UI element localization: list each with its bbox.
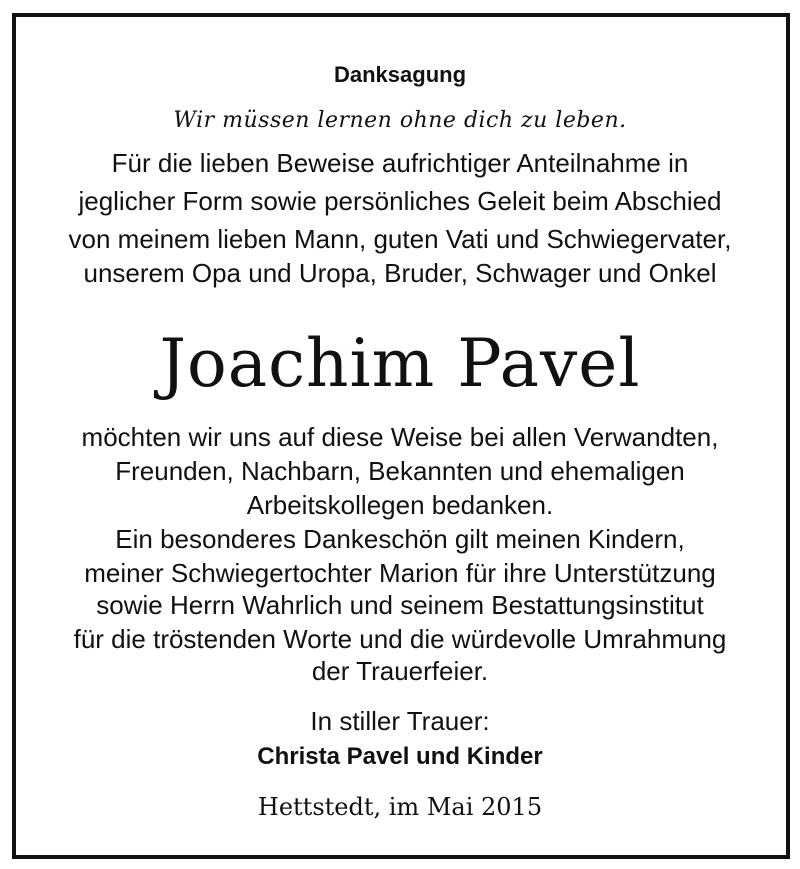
signatories: Christa Pavel und Kinder [257,743,543,770]
thanks-line: sowie Herrn Wahrlich und seinem Bestattungsinstitut [96,590,704,620]
closing-text: In stiller Trauer: [310,706,490,736]
notice-motto: Wir müssen lernen ohne dich zu leben. [173,108,627,133]
intro-line: unserem Opa und Uropa, Bruder, Schwager und Onkel [83,258,717,288]
thanks-line: Freunden, Nachbarn, Bekannten und ehemaligen [115,456,685,486]
thanks-line: Arbeitskollegen bedanken. [246,490,554,520]
thanks-line: möchten wir uns auf diese Weise bei allen Verwandten, [81,422,719,452]
notice-heading: Danksagung [333,62,467,87]
thanks-line: meiner Schwiegertochter Marion für ihre Unterstützung [84,558,716,588]
intro-line: Für die lieben Beweise aufrichtiger Anteilnahme in [111,148,689,178]
deceased-name: Joachim Pavel [159,325,641,402]
thanks-line: der Trauerfeier. [311,656,489,686]
thanks-line: für die tröstenden Worte und die würdevolle Umrahmung [73,624,727,654]
intro-line: jeglicher Form sowie persönliches Geleit beim Abschied [78,186,722,216]
intro-line: von meinem lieben Mann, guten Vati und Schwiegervater, [68,224,732,254]
thanks-line: Ein besonderes Dankeschön gilt meinen Kindern, [115,524,685,554]
place-date: Hettstedt, im Mai 2015 [257,793,543,821]
